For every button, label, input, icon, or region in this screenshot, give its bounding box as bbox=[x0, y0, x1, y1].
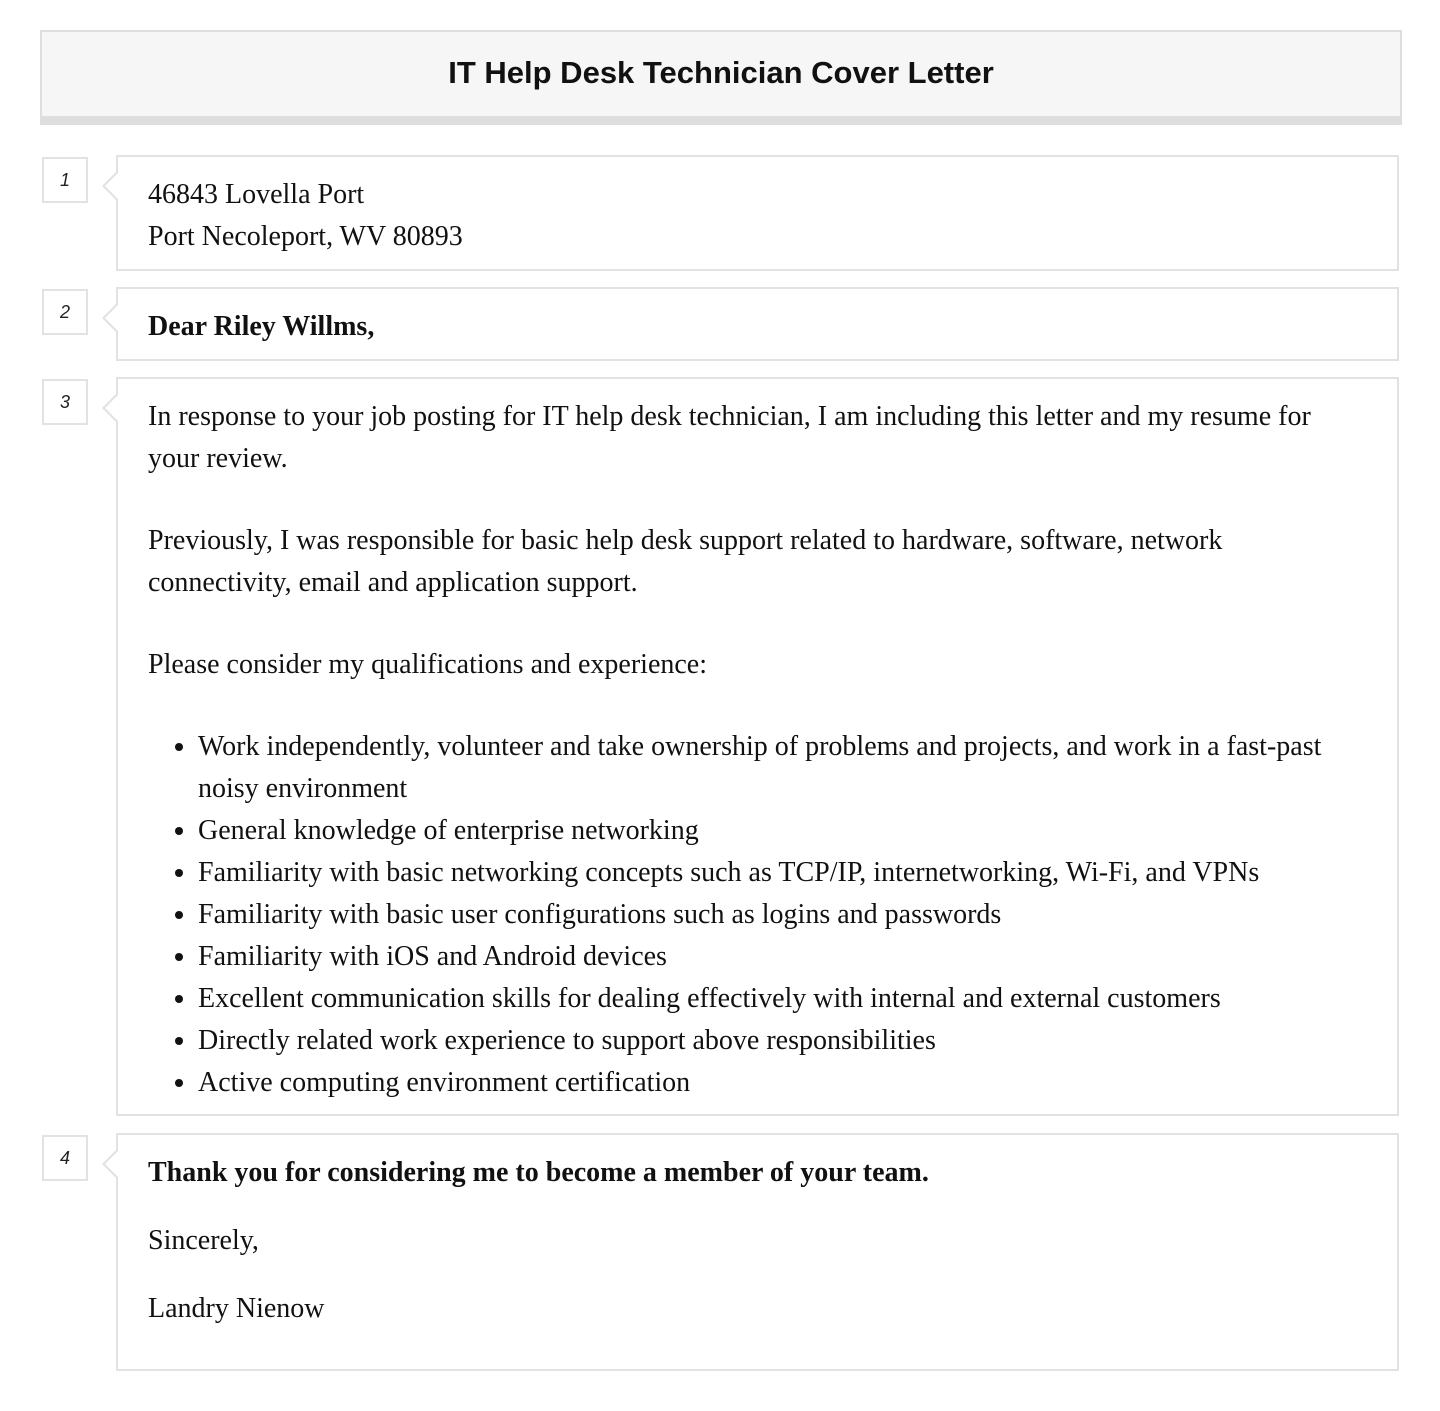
list-item: • Familiarity with iOS and Android devices bbox=[198, 936, 1367, 978]
section-number: 4 bbox=[42, 1135, 88, 1181]
list-item: • Familiarity with basic user configurations such as logins and passwords bbox=[198, 894, 1367, 936]
section-number: 1 bbox=[42, 157, 88, 203]
closing-statement: Thank you for considering me to become a member of your team. bbox=[148, 1157, 929, 1188]
page-header bbox=[40, 30, 1402, 125]
valediction: Sincerely, bbox=[148, 1225, 259, 1256]
page-title: IT Help Desk Technician Cover Letter bbox=[448, 55, 994, 90]
body-paragraph-1: In response to your job posting for IT help desk technician, I am including this letter and my resume for your review. bbox=[148, 401, 1311, 474]
list-item: • Active computing environment certification bbox=[198, 1062, 1367, 1104]
list-item: • Work independently, volunteer and take ownership of problems and projects, and work in a fast-past noisy environment bbox=[198, 726, 1367, 810]
address-line-1: 46843 Lovella Port bbox=[148, 179, 365, 210]
salutation: Dear Riley Willms, bbox=[148, 311, 375, 342]
body-paragraph-3: Please consider my qualifications and experience: bbox=[148, 649, 708, 680]
section-number: 2 bbox=[42, 289, 88, 335]
qualifications-list bbox=[148, 726, 1367, 1104]
section-number: 3 bbox=[42, 379, 88, 425]
address-block bbox=[116, 155, 1399, 271]
salutation-block bbox=[116, 287, 1399, 361]
signature-name: Landry Nienow bbox=[148, 1293, 325, 1324]
list-item: • General knowledge of enterprise networking bbox=[198, 810, 1367, 852]
body-paragraph-2: Previously, I was responsible for basic help desk support related to hardware, software, network connectivity, email and application support. bbox=[148, 525, 1223, 598]
address-line-2: Port Necoleport, WV 80893 bbox=[148, 221, 463, 252]
list-item: • Familiarity with basic networking concepts such as TCP/IP, internetworking, Wi-Fi, and VPNs bbox=[198, 852, 1367, 894]
closing-block bbox=[116, 1133, 1399, 1371]
body-block bbox=[116, 377, 1399, 1116]
list-item: • Directly related work experience to support above responsibilities bbox=[198, 1020, 1367, 1062]
list-item: • Excellent communication skills for dealing effectively with internal and external customers bbox=[198, 978, 1367, 1020]
